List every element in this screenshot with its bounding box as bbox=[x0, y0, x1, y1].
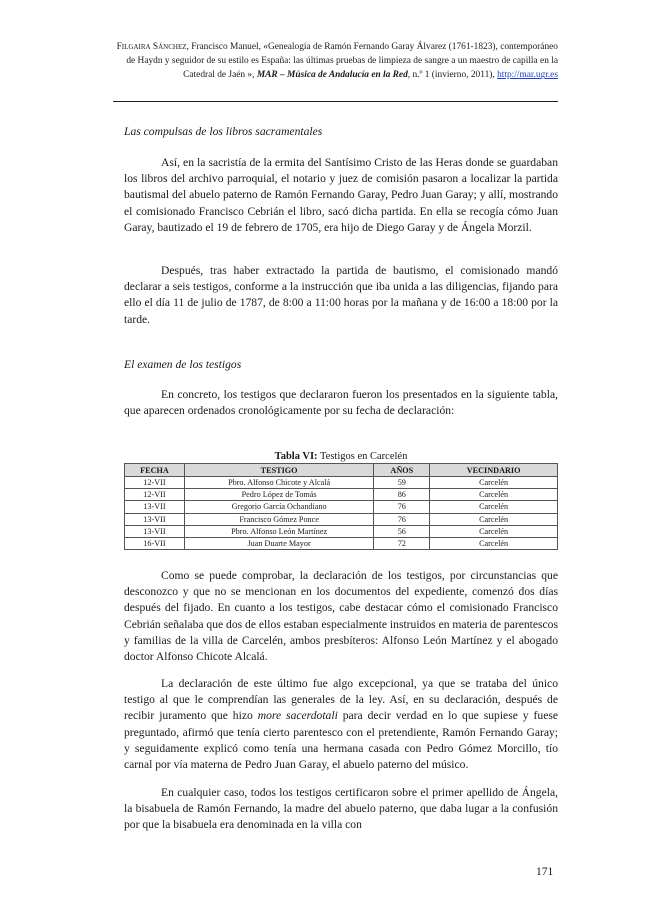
cell-vecindario: Carcelén bbox=[430, 537, 558, 549]
table-caption-text: Testigos en Carcelén bbox=[317, 451, 408, 462]
table-caption bbox=[124, 451, 558, 462]
section-title-compulsas: Las compulsas de los libros sacramentales bbox=[124, 125, 323, 138]
cell-testigo: Pedro López de Tomás bbox=[184, 489, 373, 501]
paragraph-body-2 bbox=[124, 676, 558, 773]
table-caption-label: Tabla VI: bbox=[274, 451, 318, 462]
paragraph-examen-intro: En concreto, los testigos que declararon fueron los presentados en la siguiente tabla, que aparecen ordenados cronológicamente por su fecha de declaración: bbox=[124, 388, 558, 418]
running-header bbox=[110, 40, 558, 83]
witnesses-table bbox=[124, 463, 558, 550]
cell-anos: 86 bbox=[374, 489, 430, 501]
cell-testigo: Juan Duarte Mayor bbox=[184, 537, 373, 549]
cell-vecindario: Carcelén bbox=[430, 477, 558, 489]
paragraph-body-2-end: para decir verdad en lo que supiese y fuese preguntado, afirmó que tenía cierto parentesco con el pretendiente, Ramón Fernando Garay; y seguidamente explicó como tenía una hermana casada con Pedro Gómez Morcillo, tío carnal por vía materna de Pedro Juan Garay, el abuelo paterno del músico. bbox=[124, 709, 558, 772]
cell-testigo: Pbro. Alfonso Chicote y Alcalá bbox=[184, 477, 373, 489]
cell-fecha: 12-VII bbox=[125, 477, 185, 489]
section-title-examen: El examen de los testigos bbox=[124, 358, 242, 371]
cell-fecha: 13-VII bbox=[125, 525, 185, 537]
header-rule bbox=[113, 101, 558, 102]
header-citation: , Francisco Manuel, «Genealogía de Ramón Fernando Garay Álvarez (1761-1823), contemporáneo de Haydn y seguidor de su estilo es España: las últimas pruebas de limpieza de sangre a un maestro de capilla en la Catedral de Jaén », bbox=[126, 42, 558, 81]
cell-vecindario: Carcelén bbox=[430, 501, 558, 513]
page-number: 171 bbox=[536, 866, 554, 878]
header-url-link[interactable]: http://mar.ugr.es bbox=[497, 70, 558, 81]
column-header-testigo: TESTIGO bbox=[184, 464, 373, 477]
column-header-vecindario: VECINDARIO bbox=[430, 464, 558, 477]
cell-fecha: 13-VII bbox=[125, 513, 185, 525]
cell-vecindario: Carcelén bbox=[430, 489, 558, 501]
table-row bbox=[125, 489, 558, 501]
column-header-fecha: FECHA bbox=[125, 464, 185, 477]
table-row bbox=[125, 513, 558, 525]
paragraph-body-2-start: La declaración de este último fue algo excepcional, ya que se trataba del único testigo al que le comprendían las generales de la ley. Así, en su declaración, después de recibir juramento que hizo bbox=[124, 677, 558, 723]
cell-testigo: Pbro. Alfonso León Martínez bbox=[184, 525, 373, 537]
header-author-surname: Filgaira Sánchez bbox=[116, 42, 187, 52]
cell-fecha: 13-VII bbox=[125, 501, 185, 513]
paragraph-compulsas-2: Después, tras haber extractado la partida de bautismo, el comisionado mandó declarar a seis testigos, conforme a la instrucción que iba unida a las diligencias, fijando para ello el día 11 de julio de 1787, de 8:00 a 11:00 horas por la mañana y de 16:00 a 18:00 por la tarde. bbox=[124, 264, 558, 326]
cell-testigo: Gregorio García Ochandiano bbox=[184, 501, 373, 513]
table-row bbox=[125, 501, 558, 513]
cell-fecha: 16-VII bbox=[125, 537, 185, 549]
cell-anos: 72 bbox=[374, 537, 430, 549]
table-row bbox=[125, 525, 558, 537]
table-row bbox=[125, 537, 558, 549]
paragraph-compulsas-1: Así, en la sacristía de la ermita del Santísimo Cristo de las Heras donde se guardaban los libros del archivo parroquial, el notario y juez de comisión pasaron a localizar la partida bautismal del abuelo paterno de Ramón Fernando Garay, Pedro Juan Garay; y allí, mostrando el comisionado Francisco Cebrián el libro, sacó dicha partida. En ella se recogía cómo Juan Garay, bautizado el 19 de febrero de 1705, era hijo de Diego Garay y de Ángela Morzil. bbox=[124, 156, 558, 234]
latin-phrase: more sacerdotali bbox=[257, 709, 338, 723]
header-issue: , n.º 1 (invierno, 2011), bbox=[407, 70, 498, 81]
table-row bbox=[125, 477, 558, 489]
paragraph-body-3: En cualquier caso, todos los testigos certificaron sobre el primer apellido de Ángela, la bisabuela de Ramón Fernando, la madre del abuelo paterno, que daba lugar a la confusión por que la bisabuela era denominada en la villa con bbox=[124, 786, 558, 832]
cell-testigo: Francisco Gómez Ponce bbox=[184, 513, 373, 525]
cell-anos: 76 bbox=[374, 513, 430, 525]
cell-fecha: 12-VII bbox=[125, 489, 185, 501]
cell-anos: 76 bbox=[374, 501, 430, 513]
cell-vecindario: Carcelén bbox=[430, 525, 558, 537]
cell-vecindario: Carcelén bbox=[430, 513, 558, 525]
paragraph-body-1: Como se puede comprobar, la declaración de los testigos, por circunstancias que desconozco y que no se mencionan en los documentos del expediente, comenzó dos días después del fijado. En cuanto a los testigos, cabe destacar cómo el comisionado Francisco Cebrián señalaba que dos de ellos estaban especialmente instruidos en materia de parentescos y familias de la villa de Carcelén, ambos presbíteros: Alfonso León Martínez y el abogado doctor Alfonso Chicote Alcalá. bbox=[124, 569, 558, 664]
header-journal: MAR – Música de Andalucía en la Red bbox=[256, 70, 408, 81]
cell-anos: 56 bbox=[374, 525, 430, 537]
table-header-row bbox=[125, 464, 558, 477]
column-header-anos: AÑOS bbox=[374, 464, 430, 477]
cell-anos: 59 bbox=[374, 477, 430, 489]
